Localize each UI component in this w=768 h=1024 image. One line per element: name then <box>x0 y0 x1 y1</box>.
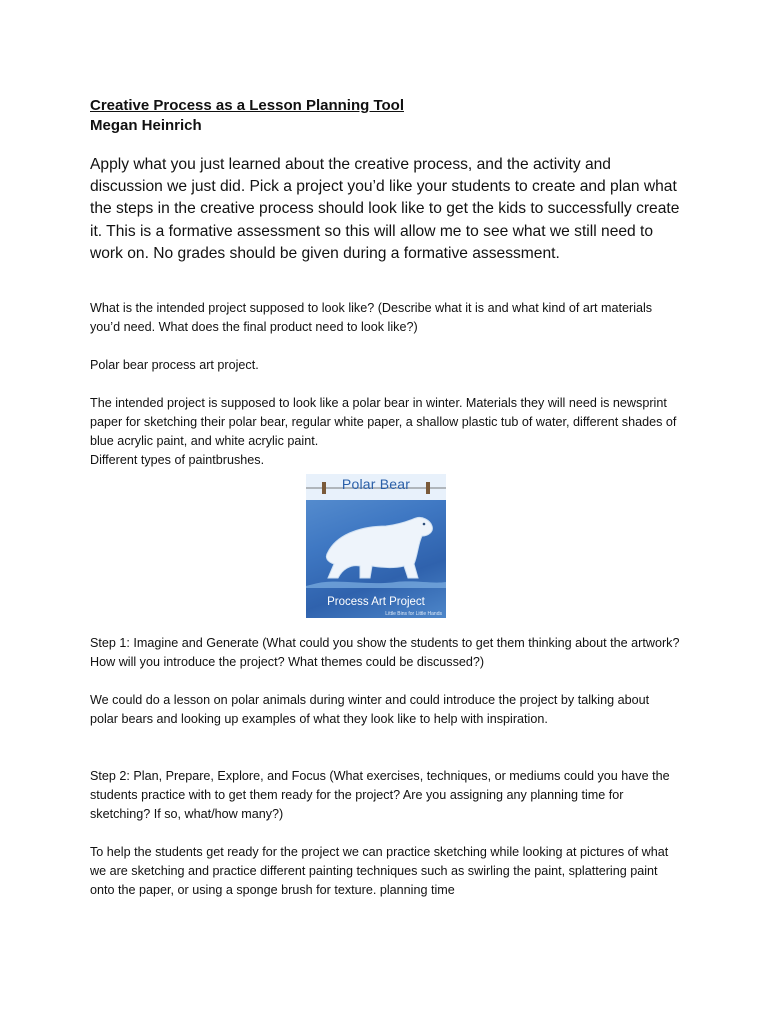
image-caption: Process Art Project <box>327 596 425 609</box>
answer-project-name: Polar bear process art project. <box>90 358 259 373</box>
question-project-look: What is the intended project supposed to look like? (Describe what it is and what kind of art materials you’d need. What does the final product need to look like?) <box>90 301 653 335</box>
answer-paintbrushes: Different types of paintbrushes. <box>90 453 265 468</box>
step1-question: Step 1: Imagine and Generate (What could you show the students to get them thinking about the artwork? How will you introduce the project? What themes could be discussed?) <box>90 636 680 670</box>
intro-paragraph: Apply what you just learned about the creative process, and the activity and discussion we just did. Pick a project you’d like your students to create and plan what the steps in the creative process should look like to get the kids to successfully create it. This is a formative assessment so this will allow me to see what we still need to work on. No grades should be given during a formative assessment. <box>90 156 680 262</box>
polar-bear-image <box>306 474 446 618</box>
step1-answer: We could do a lesson on polar animals during winter and could introduce the project by talking about polar bears and looking up examples of what they look like to help with inspiration. <box>90 693 650 727</box>
image-title: Polar Bear <box>341 476 411 493</box>
ice-floe-icon <box>306 581 446 588</box>
answer-project-description: The intended project is supposed to look like a polar bear in winter. Materials they will need is newsprint paper for sketching their polar bear, regular white paper, a shallow plastic tub of water, different shades of blue acrylic paint, and white acrylic paint. <box>90 396 677 449</box>
bear-eye-icon <box>423 523 426 526</box>
image-credit: Little Bins for Little Hands <box>385 611 442 618</box>
step2-answer: To help the students get ready for the project we can practice sketching while looking at pictures of what we are sketching and practice different painting techniques such as swirling the paint, splattering paint onto the paper, or using a sponge brush for texture. planning time <box>90 845 669 898</box>
document-page <box>90 96 680 900</box>
polar-bear-icon <box>326 517 432 578</box>
step2-question: Step 2: Plan, Prepare, Explore, and Focus (What exercises, techniques, or mediums could you have the students practice with to get them ready for the project? Are you assigning any planning time for sketching? If so, what/how many?) <box>90 769 670 822</box>
document-title: Creative Process as a Lesson Planning Tool <box>90 97 404 114</box>
author-name: Megan Heinrich <box>90 117 202 134</box>
